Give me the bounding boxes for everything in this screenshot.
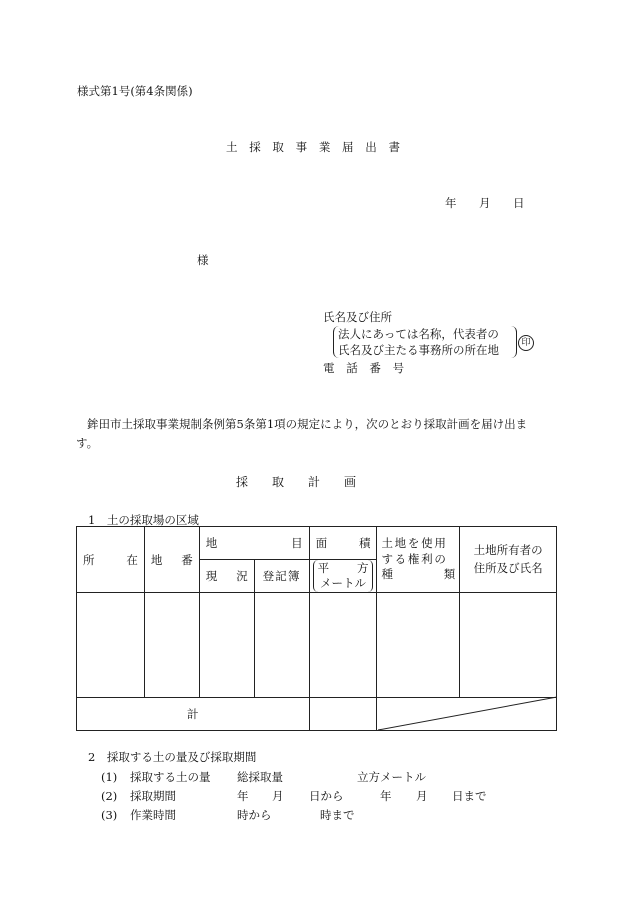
- section2-heading: 2 採取する土の量及び採取期間: [88, 750, 257, 764]
- cell-area[interactable]: [309, 593, 377, 698]
- date-day: 日: [513, 196, 525, 210]
- item2-from-day: 日から: [309, 789, 344, 803]
- header-owner: 土地所有者の 住所及び氏名: [460, 527, 557, 593]
- header-current: 現 況: [199, 560, 254, 593]
- item2-to-month: 月: [416, 789, 428, 803]
- section1-heading: 1 土の採取場の区域: [88, 513, 199, 527]
- header-area-unit: 平 方 メートル: [309, 560, 377, 593]
- date-year: 年: [445, 196, 457, 210]
- form-number: 様式第1号(第4条関係): [77, 84, 193, 98]
- cell-current[interactable]: [199, 593, 254, 698]
- item3-label: 作業時間: [130, 808, 176, 822]
- item3-from: 時から: [237, 808, 272, 822]
- addressee-suffix: 様: [197, 253, 209, 267]
- document-title: 土 採 取 事 業 届 出 書: [226, 140, 404, 154]
- applicant-phone: 電 話 番 号: [323, 361, 409, 375]
- header-land-category: 地 目: [199, 527, 309, 560]
- item3-number: (3): [101, 808, 118, 822]
- cell-total-area[interactable]: [309, 698, 377, 731]
- item2-label: 採取期間: [130, 789, 176, 803]
- item1-number: (1): [101, 770, 118, 784]
- header-rights: 土地を使用 する権利の 種 類: [377, 527, 460, 593]
- seal-mark: 印: [518, 335, 534, 351]
- cell-owner[interactable]: [460, 593, 557, 698]
- diagonal-line: [377, 696, 558, 731]
- item2-from-year: 年: [237, 789, 249, 803]
- applicant-note-line2: 氏名及び主たる事務所の所在地: [338, 343, 499, 357]
- date-month: 月: [479, 196, 491, 210]
- item2-to-year: 年: [380, 789, 392, 803]
- header-registry: 登記簿: [254, 560, 309, 593]
- cell-lot-number[interactable]: [144, 593, 199, 698]
- item1-unit: 立方メートル: [357, 770, 426, 784]
- cell-registry[interactable]: [254, 593, 309, 698]
- header-lot-number: 地 番: [144, 527, 199, 593]
- table-row: [77, 593, 557, 698]
- item2-from-month: 月: [272, 789, 284, 803]
- body-text-line2: す。: [76, 436, 99, 450]
- applicant-note-line1: 法人にあっては名称，代表者の: [338, 327, 499, 341]
- plan-title: 採 取 計 画: [236, 475, 357, 489]
- item2-number: (2): [101, 789, 118, 803]
- cell-location[interactable]: [77, 593, 145, 698]
- item1-total-label: 総採取量: [237, 770, 283, 784]
- item3-to: 時まで: [320, 808, 355, 822]
- total-label: 計: [77, 698, 310, 731]
- item2-to-day: 日まで: [452, 789, 487, 803]
- item1-label: 採取する土の量: [130, 770, 211, 784]
- header-location: 所 在: [77, 527, 145, 593]
- header-area: 面 積: [309, 527, 377, 560]
- cell-rights[interactable]: [377, 593, 460, 698]
- applicant-name-address: 氏名及び住所: [323, 310, 392, 324]
- body-text-line1: 鉾田市土採取事業規制条例第5条第1項の規定により，次のとおり採取計画を届け出ま: [87, 417, 528, 431]
